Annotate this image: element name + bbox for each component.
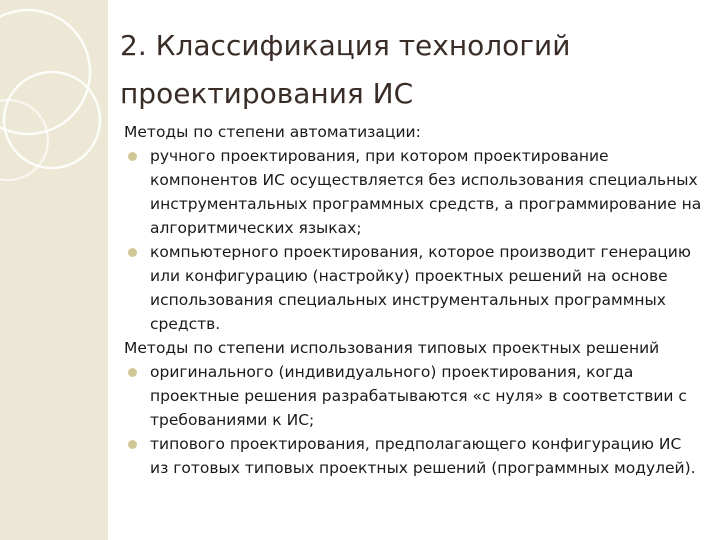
bullet-icon [128, 440, 137, 449]
list-item [124, 432, 704, 480]
bullet-icon [128, 152, 137, 161]
list-item-text: компьютерного проектирования, которое производит генерацию или конфигурацию (настройку) проектных решений на основе использования специальных инструментальных программных средств. [150, 243, 691, 333]
bullet-icon [128, 368, 137, 377]
section-heading-automation: Методы по степени автоматизации: [124, 123, 421, 141]
list-item [124, 240, 704, 336]
bullet-icon [128, 248, 137, 257]
automation-methods-list [124, 144, 704, 336]
list-item-text: типового проектирования, предполагающего конфигурацию ИС из готовых типовых проектных решений (программных модулей). [150, 435, 696, 477]
list-item-text: оригинального (индивидуального) проектирования, когда проектные решения разрабатываются «с нуля» в соответствии с требованиями к ИС; [150, 363, 687, 429]
list-item [124, 360, 704, 432]
section-heading-typical-solutions: Методы по степени использования типовых проектных решений [124, 339, 660, 357]
slide-body [124, 120, 704, 480]
list-item [124, 144, 704, 240]
typical-solutions-methods-list [124, 360, 704, 480]
slide-title: 2. Классификация технологий проектирования ИС [120, 29, 571, 110]
list-item-text: ручного проектирования, при котором проектирование компонентов ИС осуществляется без использования специальных инструментальных программных средств, а программирование на алгоритмических языках; [150, 147, 702, 237]
